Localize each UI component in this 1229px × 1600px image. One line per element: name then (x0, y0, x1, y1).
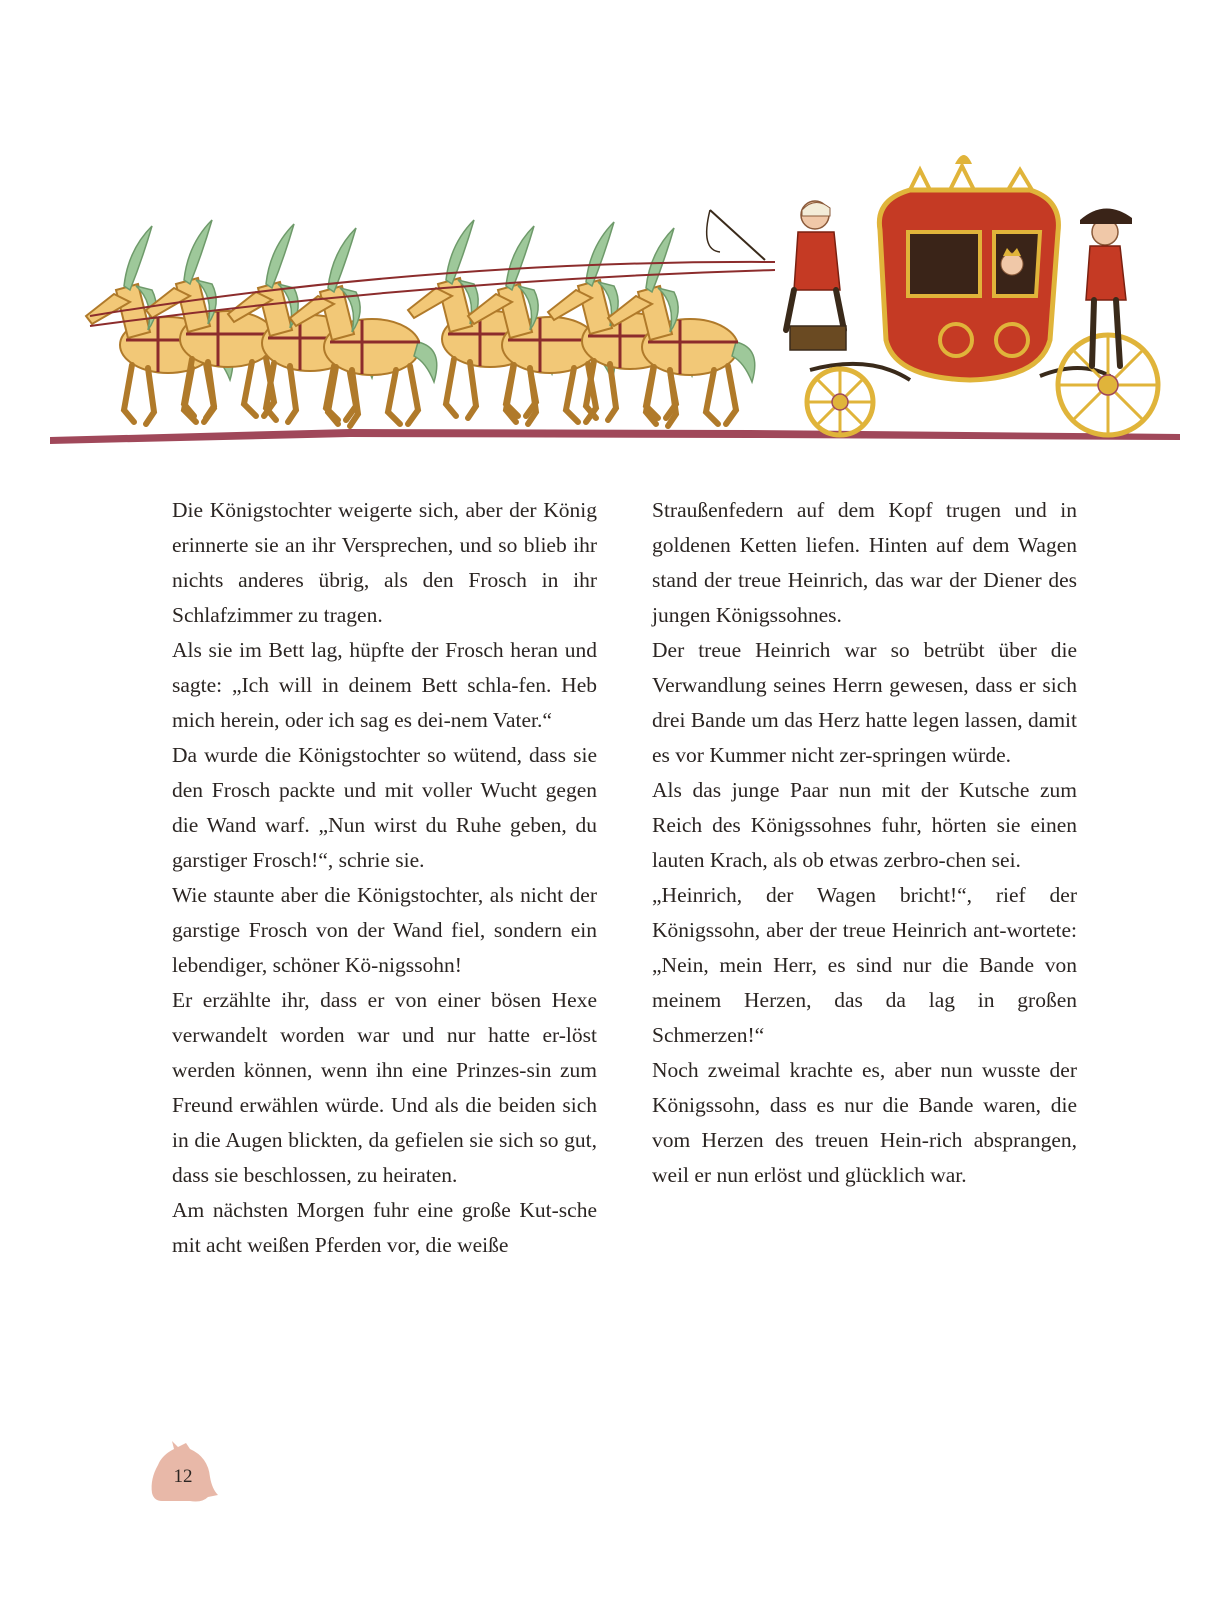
page-number: 12 (173, 1466, 193, 1487)
paragraph: Noch zweimal krachte es, aber nun wusste der Königssohn, dass es nur die Bande waren, die vom Herzen des treuen Hein-rich absprangen, weil er nun erlöst und glücklich war. (652, 1058, 1077, 1187)
paragraph: Am nächsten Morgen fuhr eine große Kut-sche mit acht weißen Pferden vor, die weiße (172, 1198, 597, 1257)
paragraph: Er erzählte ihr, dass er von einer bösen Hexe verwandelt worden war und nur hatte er-löst werden können, wenn ihn eine Prinzes-sin zum Freund erwählen würde. Und als die beiden sich in die Augen blickten, da gefielen sie sich so gut, dass sie beschlossen, zu heiraten. (172, 988, 597, 1187)
left-text-column (172, 493, 597, 1263)
paragraph: Der treue Heinrich war so betrübt über die Verwandlung seines Herrn gewesen, dass er sich drei Bande um das Herz hatte legen lassen, damit es vor Kummer nicht zer-springen würde. (652, 638, 1077, 767)
paragraph: Da wurde die Königstochter so wütend, dass sie den Frosch packte und mit voller Wucht gegen die Wand warf. „Nun wirst du Ruhe geben, du garstiger Frosch!“, schrie sie. (172, 743, 597, 872)
paragraph: Die Königstochter weigerte sich, aber der König erinnerte sie an ihr Versprechen, und so blieb ihr nichts anderes übrig, als den Frosch in ihr Schlafzimmer zu tragen. (172, 498, 597, 627)
paragraph: Wie staunte aber die Königstochter, als nicht der garstige Frosch von der Wand fiel, sondern ein lebendiger, schöner Kö-nigssohn! (172, 883, 597, 977)
paragraph: Als sie im Bett lag, hüpfte der Frosch heran und sagte: „Ich will in deinem Bett schla-fen. Heb mich herein, oder ich sag es dei-nem Vater.“ (172, 638, 597, 732)
paragraph: Als das junge Paar nun mit der Kutsche zum Reich des Königssohnes fuhr, hörten sie einen lauten Krach, als ob etwas zerbro-chen sei. (652, 778, 1077, 872)
carriage-illustration-icon (50, 140, 1180, 455)
paragraph: Straußenfedern auf dem Kopf trugen und in goldenen Ketten liefen. Hinten auf dem Wagen stand der treue Heinrich, das war der Diener des jungen Königssohnes. (652, 498, 1077, 627)
paragraph: „Heinrich, der Wagen bricht!“, rief der Königssohn, aber der treue Heinrich ant-wortete: „Nein, mein Herr, es sind nur die Bande von meinem Herzen, das da lag in großen Schmerzen!“ (652, 883, 1077, 1047)
right-text-column (652, 493, 1077, 1193)
